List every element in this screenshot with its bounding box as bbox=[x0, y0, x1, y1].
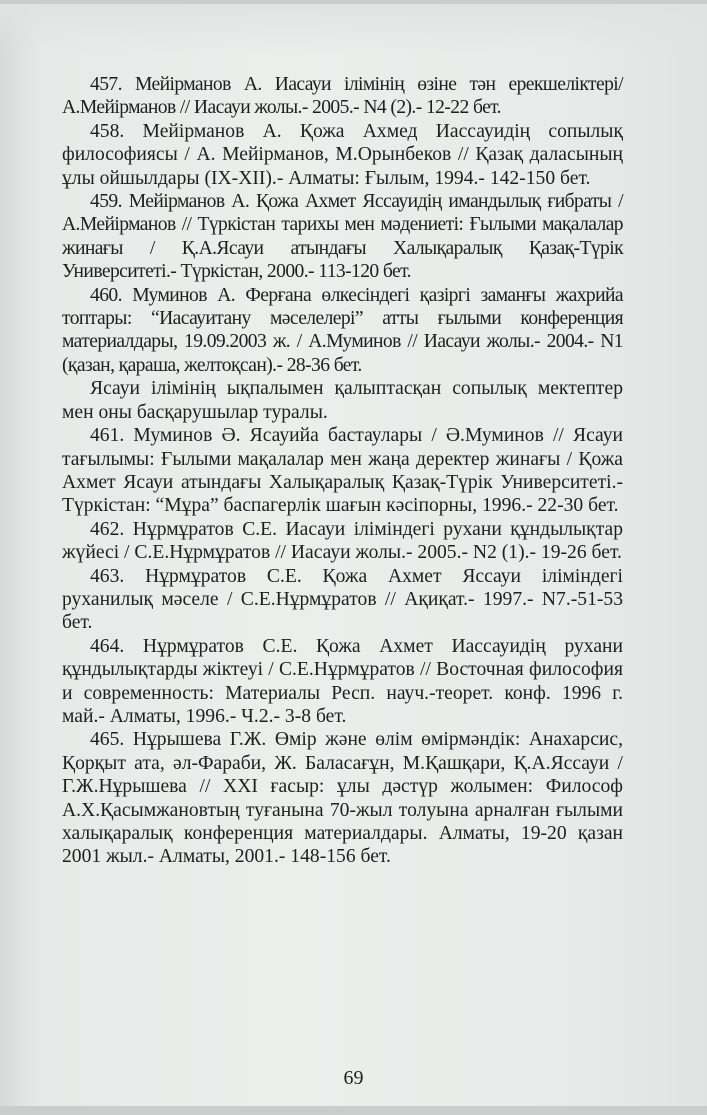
bibliography-entry-458: 458. Мейірманов А. Қожа Ахмед Иассауидің сопылық философиясы / А. Мейірманов, М.Орынбеков // Қазақ даласының ұлы ойшылдары (IX-XII).- Алматы: Ғылым, 1994.- 142-150 бет. bbox=[62, 120, 623, 189]
bibliography-entry-459: 459. Мейірманов А. Қожа Ахмет Яссауидің имандылық ғибраты / А.Мейірманов // Түркістан тарихы мен мәдениеті: Ғылыми мақалалар жинағы / Қ.А.Ясауи атындағы Халықаралық Қазақ-Түрік Университеті.- Түркістан, 2000.- 113-120 бет. bbox=[62, 191, 623, 283]
section-subheading: Ясауи ілімінің ықпалымен қалыптасқан сопылық мектептер мен оны басқарушылар туралы. bbox=[62, 378, 623, 423]
bibliography-entry-460: 460. Муминов А. Ферғана өлкесіндегі қазіргі заманғы жахрийа топтары: “Иасауитану мәселелері” атты ғылыми конференция материалдары, 19.09.2003 ж. / А.Муминов // Иасауи жолы.- 2004.- N1 (қазан, қараша, желтоқсан).- 28-36 бет. bbox=[62, 284, 623, 376]
book-page bbox=[0, 4, 707, 1106]
bibliography-list bbox=[62, 73, 623, 869]
bibliography-entry-462: 462. Нұрмұратов С.Е. Иасауи іліміндегі рухани құндылықтар жүйесі / С.Е.Нұрмұратов // Иасауи жолы.- 2005.- N2 (1).- 19-26 бет. bbox=[62, 518, 623, 564]
bibliography-entry-464: 464. Нұрмұратов С.Е. Қожа Ахмет Иассауидің рухани құндылықтарды жіктеуі / С.Е.Нұрмұратов // Восточная философия и современность: Материалы Респ. науч.-теорет. конф. 1996 г. май.- Алматы, 1996.- Ч.2.- 3-8 бет. bbox=[62, 635, 623, 727]
page-shadow bbox=[0, 4, 707, 54]
bibliography-entry-457: 457. Мейірманов А. Иасауи ілімінің өзіне тән ерекшеліктері/ А.Мейірманов // Иасауи жолы.- 2005.- N4 (2).- 12-22 бет. bbox=[62, 74, 623, 119]
bibliography-entry-465: 465. Нұрышева Г.Ж. Өмір және өлім өмірмәндік: Анахарсис, Қорқыт ата, әл-Фараби, Ж. Баласағұн, М.Қашқари, Қ.А.Яссауи / Г.Ж.Нұрышева // XXI ғасыр: ұлы дәстүр жолымен: Философ А.Х.Қасымжановтың туғанына 70-жыл толуына арналған ғылыми халықаралық конференция материалдары. Алматы, 19-20 қазан 2001 жыл.- Алматы, 2001.- 148-156 бет. bbox=[62, 729, 623, 868]
bibliography-entry-463: 463. Нұрмұратов С.Е. Қожа Ахмет Яссауи іліміндегі руханилық мәселе / С.Е.Нұрмұратов // Ақиқат.- 1997.- N7.-51-53 бет. bbox=[62, 565, 623, 634]
bibliography-entry-461: 461. Муминов Ә. Ясауийа бастаулары / Ә.Муминов // Ясауи тағылымы: Ғылыми мақалалар мен жаңа деректер жинағы / Қожа Ахмет Ясауи атындағы Халықаралық Қазақ-Түрік Университеті.- Түркістан: “Мұра” баспагерлік шағын кәсіпорны, 1996.- 22-30 бет. bbox=[62, 425, 623, 517]
page-number: 69 bbox=[343, 1067, 364, 1089]
